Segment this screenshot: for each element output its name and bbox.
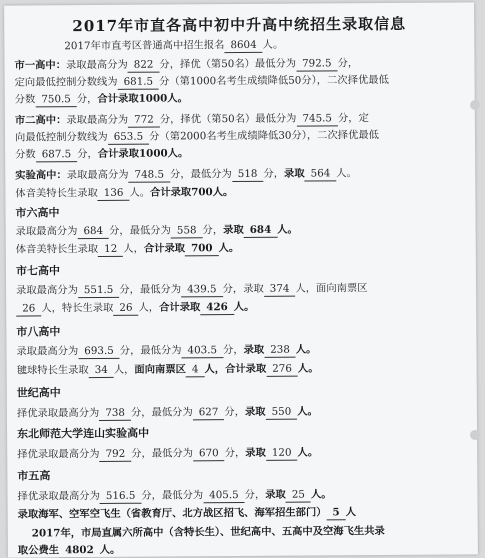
school7-line1: 择优录取最高分为 738 分，最低分为 627 分，录取 550 人。 <box>16 405 318 420</box>
school5-line1: 录取最高分为 551.5 分，最低分为 439.5 分，录取 374 人，面向南票区 <box>16 282 368 297</box>
school2-line2: 向最低控制分数线为 653.5 分（第2000名考生成绩降低30分），二次择优最低 <box>14 129 380 144</box>
school9-line2: 录取海军、空军空飞生（省教育厅、北方战区招飞、海军招生部门） 5 人 <box>17 506 357 521</box>
school5-line2: 26 人，特长生录取 26 人，合计录取 426 人。 <box>16 298 470 316</box>
school4-heading: 市六高中 <box>15 206 60 220</box>
school6-line1: 录取最高分为 693.5 分，最低分为 403.5 分，录取 238 人。 <box>16 343 317 358</box>
school7-heading: 世纪高中 <box>16 386 61 400</box>
school9-heading: 市五高 <box>17 469 51 483</box>
binder-hole-bottom <box>470 430 480 440</box>
school6-line2: 毽球特长生录取 34 人，面向南票区 4 人，合计录取 276 人。 <box>16 362 319 377</box>
school2-line3: 分数 687.5 分，合计录取1000人。 <box>15 147 189 161</box>
school1-name: 市一高中： <box>14 59 67 72</box>
school4-line2: 体音美特长生录取 12 人，合计录取 700 人。 <box>15 242 240 256</box>
school1-line2: 定向最低控制分数线为 681.5 分（第1000名考生成绩降低50分），二次择优最低 <box>14 73 389 89</box>
school4-line1: 录取最高分为 684 分，最低分为 558 分，录取 684 人。 <box>15 223 298 238</box>
school8-heading: 东北师范大学连山实验高中 <box>17 426 150 441</box>
school2-name: 市二高中： <box>14 114 67 127</box>
summary-line2: 取公费生 4802 人。 <box>17 543 121 557</box>
school3-line2: 体音美特长生录取 136 人。合计录取700人。 <box>15 186 234 200</box>
school6-heading: 市八高中 <box>16 325 61 339</box>
binder-hole-top <box>470 100 480 110</box>
public-funded-total: 4802 <box>59 543 100 558</box>
school5-heading: 市七高中 <box>15 264 60 278</box>
school8-line1: 择优录取最高分为 792 分，最低分为 670 分，录取 120 人。 <box>17 446 319 461</box>
summary-line1: 2017年，市局直属六所高中（含特长生）、世纪高中、五高中及空海飞生共录 <box>31 525 385 540</box>
school1-line3: 分数 750.5 分，合计录取1000人。 <box>14 92 188 106</box>
page-title: 2017年市直各高中初中升高中统招生录取信息 <box>72 14 407 36</box>
document-page <box>4 2 478 557</box>
school2-line1: 市二高中：录取最高分为 772 分，择优（第50名）最低分为 745.5 分，定 <box>14 112 369 127</box>
school9-line1: 择优录取最高分为 516.5 分，最低分为 405.5 分，录取 25 人。 <box>17 488 332 503</box>
intro-line: 2017年市直考区普通高中招生报名 8604 人。 <box>64 38 284 53</box>
school1-line1: 市一高中：录取最高分为 822 分，择优（第50名）最低分为 792.5 分， <box>14 57 359 72</box>
school3-line1: 实验高中：录取最高分为 748.5 分，最低分为 518 分，录取 564 人。 <box>15 167 357 182</box>
registration-count: 8604 <box>224 38 262 53</box>
school3-name: 实验高中： <box>15 169 67 182</box>
